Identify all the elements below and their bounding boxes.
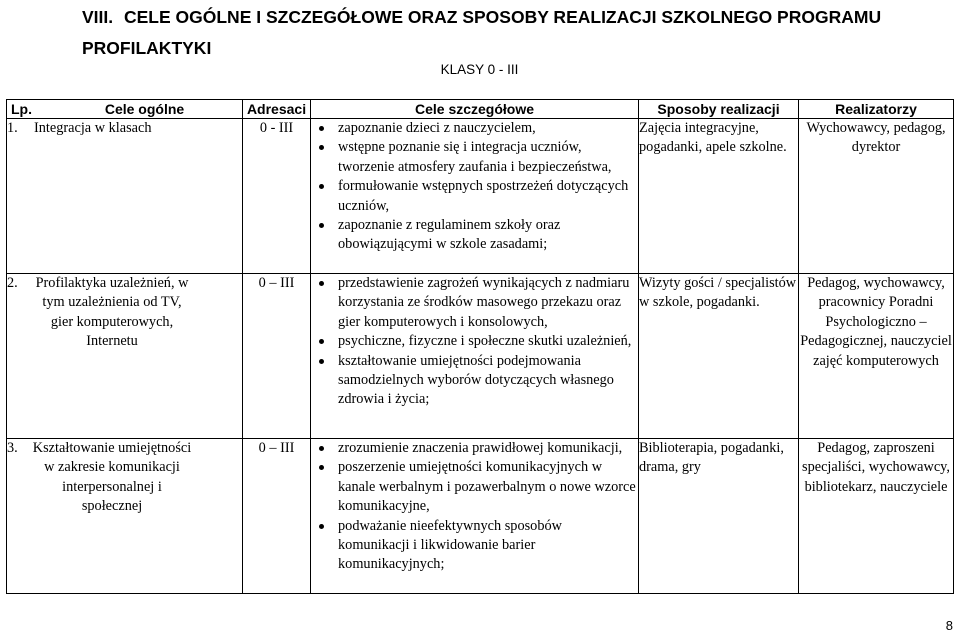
detailed-goals <box>311 439 639 594</box>
class-range-subheading: KLASY 0 - III <box>440 62 519 77</box>
header-lp: Lp. Cele ogólne <box>7 100 243 119</box>
list-item: zapoznanie dzieci z nauczycielem, <box>311 119 636 138</box>
addressees: 0 – III <box>243 274 311 439</box>
document-heading <box>82 2 952 64</box>
page-number: 8 <box>945 618 953 633</box>
row-number: 1. <box>7 120 18 136</box>
addressees: 0 – III <box>243 439 311 594</box>
general-goal: Kształtowanie umiejętności w zakresie komunikacji interpersonalnej i społecznej <box>32 440 192 515</box>
header-cele-szczegolowe: Cele szczegółowe <box>311 100 639 119</box>
implementers: Wychowawcy, pedagog, dyrektor <box>799 119 954 274</box>
program-table <box>6 99 954 594</box>
list-item: przedstawienie zagrożeń wynikających z nadmiaru korzystania ze środków masowego przekazu oraz gier komputerowych i konsolowych, <box>311 274 636 332</box>
row-number: 2. <box>7 275 18 291</box>
header-cele-ogolne: Cele ogólne <box>104 101 185 117</box>
table-row <box>7 274 954 439</box>
list-item: wstępne poznanie się i integracja uczniów, tworzenie atmosfery zaufania i bezpieczeństwa, <box>311 138 636 177</box>
table-header-row <box>7 100 954 119</box>
detailed-goals <box>311 119 639 274</box>
row-number: 3. <box>7 440 18 456</box>
list-item: psychiczne, fizyczne i społeczne skutki uzależnień, <box>311 332 636 351</box>
general-goal: Profilaktyka uzależnień, w tym uzależnienia od TV, gier komputerowych, Internetu <box>35 275 189 350</box>
general-goal: Integracja w klasach <box>34 120 152 136</box>
addressees: 0 - III <box>243 119 311 274</box>
list-item: poszerzenie umiejętności komunikacyjnych w kanale werbalnym i pozawerbalnym o nowe wzorce komunikacyjne, <box>311 458 636 516</box>
header-realizatorzy: Realizatorzy <box>799 100 954 119</box>
methods: Biblioterapia, pogadanki, drama, gry <box>639 439 799 594</box>
goal-cell <box>7 439 243 594</box>
implementers: Pedagog, wychowawcy, pracownicy Poradni Psychologiczno – Pedagogicznej, nauczyciel zajęć komputerowych <box>799 274 954 439</box>
list-item: kształtowanie umiejętności podejmowania samodzielnych wyborów dotyczących własnego zdrowia i życia; <box>311 352 636 410</box>
section-number: VIII. <box>82 7 114 27</box>
list-item: zrozumienie znaczenia prawidłowej komunikacji, <box>311 439 636 458</box>
list-item: podważanie nieefektywnych sposobów komunikacji i likwidowanie barier komunikacyjnych; <box>311 517 636 575</box>
implementers: Pedagog, zaproszeni specjaliści, wychowawcy, bibliotekarz, nauczyciele <box>799 439 954 594</box>
list-item: zapoznanie z regulaminem szkoły oraz obowiązującymi w szkole zasadami; <box>311 216 636 255</box>
header-sposoby: Sposoby realizacji <box>639 100 799 119</box>
methods: Zajęcia integracyjne, pogadanki, apele szkolne. <box>639 119 799 274</box>
list-item: formułowanie wstępnych spostrzeżeń dotyczących uczniów, <box>311 177 636 216</box>
section-title: CELE OGÓLNE I SZCZEGÓŁOWE ORAZ SPOSOBY REALIZACJI SZKOLNEGO PROGRAMU PROFILAKTYKI <box>82 7 882 58</box>
table-row <box>7 439 954 594</box>
goal-cell <box>7 274 243 439</box>
table-row <box>7 119 954 274</box>
header-adresaci: Adresaci <box>243 100 311 119</box>
methods: Wizyty gości / specjalistów w szkole, pogadanki. <box>639 274 799 439</box>
detailed-goals <box>311 274 639 439</box>
goal-cell <box>7 119 243 274</box>
